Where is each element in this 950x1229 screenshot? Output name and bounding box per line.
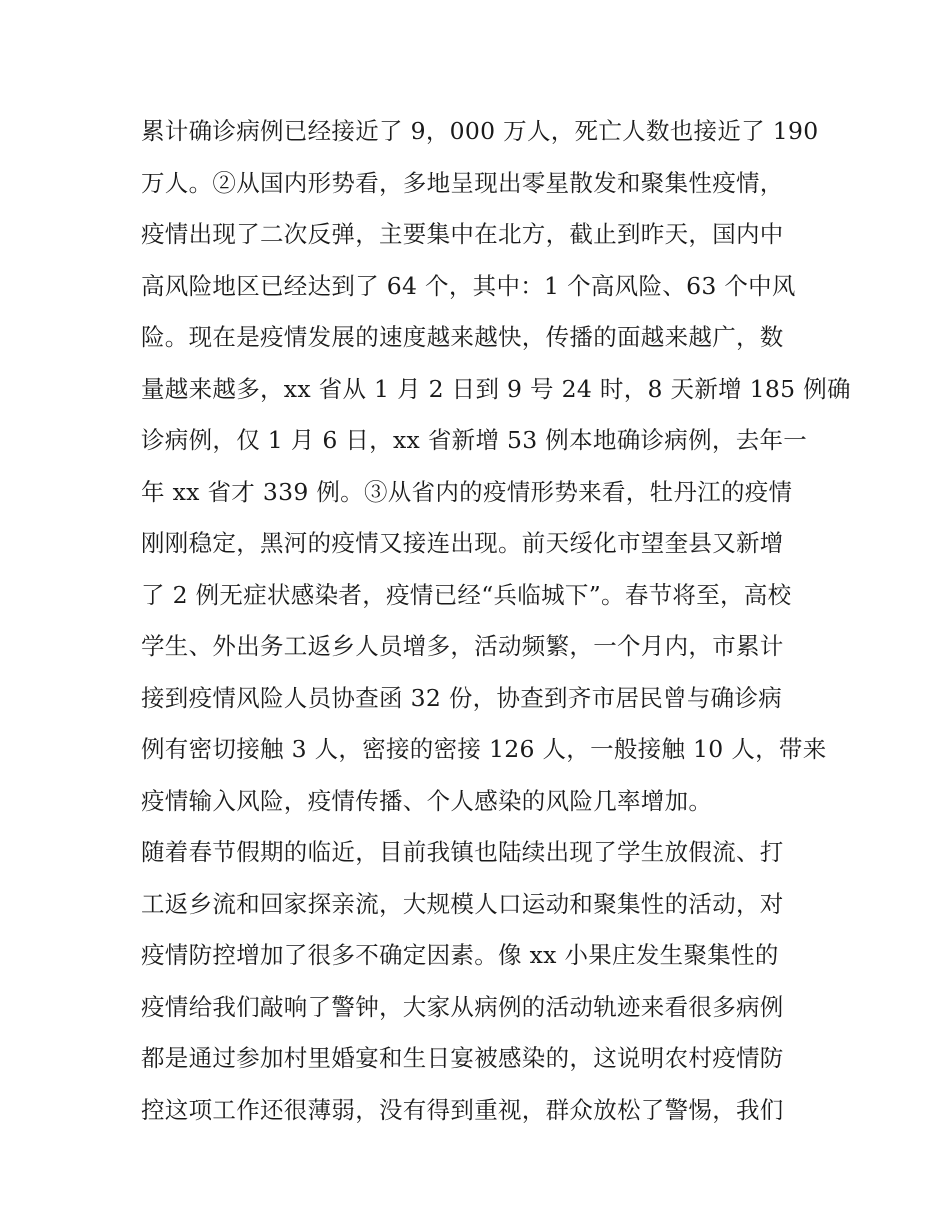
body-text (141, 106, 851, 1136)
text-line: 控这项工作还很薄弱，没有得到重视，群众放松了警惕，我们 (141, 1095, 784, 1124)
text-line: 工返乡流和回家探亲流，大规模人口运动和聚集性的活动，对 (141, 889, 784, 918)
text-line: 险。现在是疫情发展的速度越来越快，传播的面越来越广，数 (141, 323, 784, 351)
text-line: 都是通过参加村里婚宴和生日宴被感染的，这说明农村疫情防 (141, 1044, 784, 1072)
text-line: 累计确诊病例已经接近了 9，000 万人，死亡人数也接近了 190 (141, 117, 819, 145)
text-line: 万人。②从国内形势看，多地呈现出零星散发和聚集性疫情， (141, 168, 784, 197)
text-line: 随着春节假期的临近，目前我镇也陆续出现了学生放假流、打 (141, 838, 784, 866)
text-line: 量越来越多，xx 省从 1 月 2 日到 9 号 24 时，8 天新增 185 例确 (141, 374, 851, 403)
text-line: 诊病例，仅 1 月 6 日，xx 省新增 53 例本地确诊病例，去年一 (141, 426, 808, 454)
text-line: 疫情出现了二次反弹，主要集中在北方，截止到昨天，国内中 (141, 220, 784, 248)
text-line: 高风险地区已经达到了 64 个，其中：1 个高风险、63 个中风 (141, 271, 796, 300)
text-line: 例有密切接触 3 人，密接的密接 126 人，一般接触 10 人，带来 (141, 735, 827, 763)
text-line: 疫情给我们敲响了警钟，大家从病例的活动轨迹来看很多病例 (141, 992, 784, 1021)
text-line: 年 xx 省才 339 例。③从省内的疫情形势来看，牡丹江的疫情 (141, 477, 793, 506)
text-line: 学生、外出务工返乡人员增多，活动频繁，一个月内，市累计 (141, 632, 784, 660)
text-line: 了 2 例无症状感染者，疫情已经“兵临城下”。春节将至，高校 (141, 580, 792, 609)
text-line: 疫情防控增加了很多不确定因素。像 xx 小果庄发生聚集性的 (141, 941, 779, 969)
text-line: 疫情输入风险，疫情传播、个人感染的风险几率增加。 (141, 786, 713, 815)
text-line: 接到疫情风险人员协查函 32 份，协查到齐市居民曾与确诊病 (141, 683, 783, 712)
text-line: 刚刚稳定，黑河的疫情又接连出现。前天绥化市望奎县又新增 (141, 529, 784, 557)
